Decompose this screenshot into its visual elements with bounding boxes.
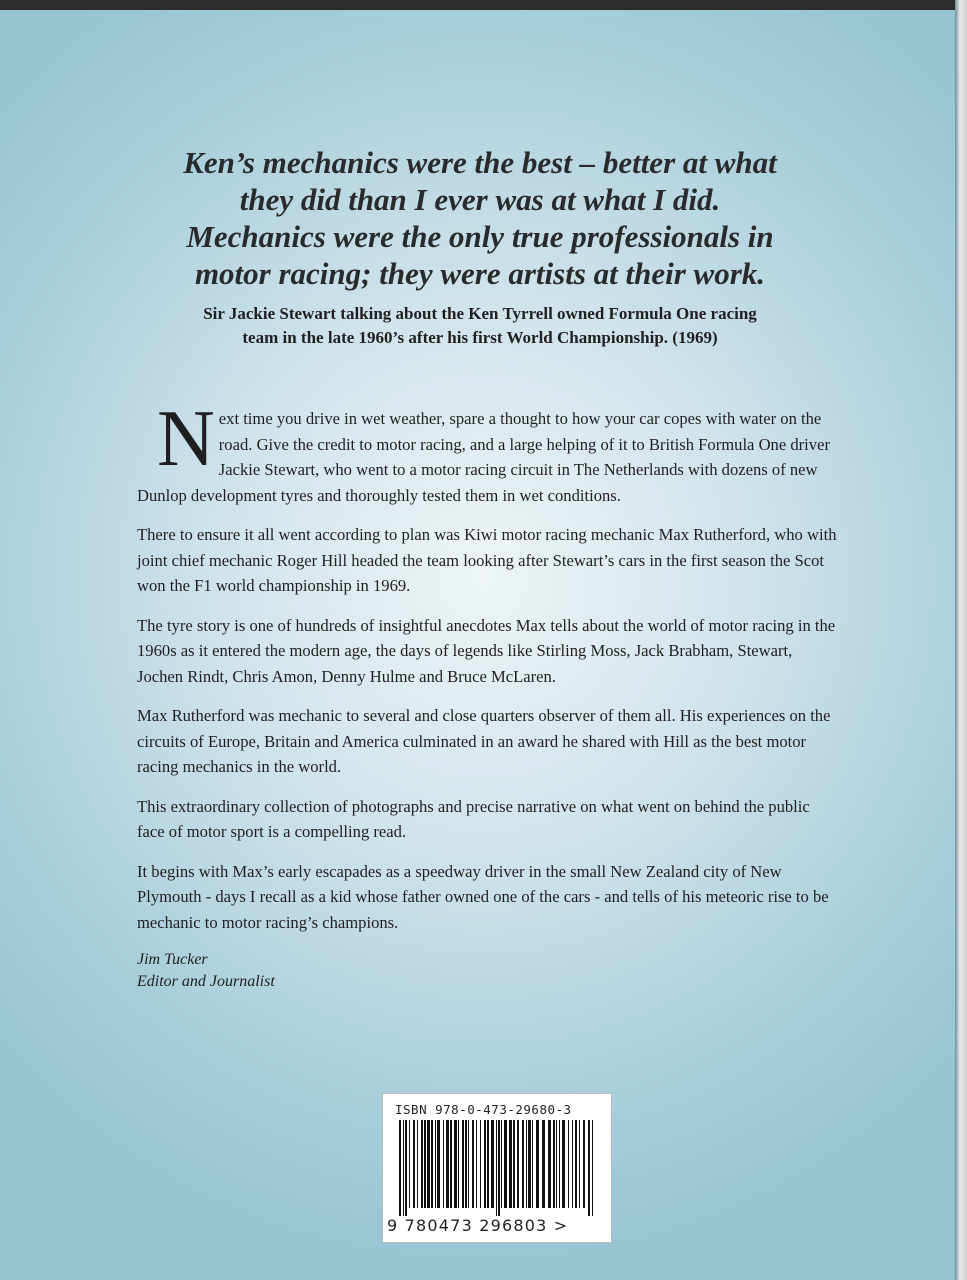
quote-attribution xyxy=(130,302,830,350)
isbn-barcode xyxy=(382,1093,612,1243)
barcode-bar xyxy=(517,1120,519,1208)
barcode-bar xyxy=(498,1120,500,1216)
barcode-bar xyxy=(409,1120,410,1208)
barcode-bars xyxy=(397,1120,597,1216)
paragraph-3: The tyre story is one of hundreds of insightful anecdotes Max tells about the world of motor racing in the 1960s as it entered the modern age, the days of legends like Stirling Moss, Jack Brabham, Stewart, Jochen Rindt, Chris Amon, Denny Hulme and Bruce McLaren. xyxy=(137,615,836,686)
barcode-bar xyxy=(568,1120,569,1208)
barcode-bar xyxy=(424,1120,426,1208)
pull-quote xyxy=(130,144,830,292)
quote-line-1: Ken’s mechanics were the best – better at what xyxy=(183,145,777,180)
signature-title: Editor and Journalist xyxy=(137,973,275,990)
barcode-bar xyxy=(522,1120,524,1208)
book-spine-edge xyxy=(955,0,967,1280)
quote-line-4: motor racing; they were artists at their work. xyxy=(194,256,766,291)
quote-line-3: Mechanics were the only true professionals in xyxy=(186,219,774,254)
paragraph-5: This extraordinary collection of photographs and precise narrative on what went on behind the public face of motor sport is a compelling read. xyxy=(137,796,810,841)
barcode-bar xyxy=(504,1120,507,1208)
barcode-bar xyxy=(462,1120,464,1208)
barcode-bar xyxy=(528,1120,531,1208)
drop-cap: N xyxy=(157,395,215,483)
barcode-bar xyxy=(458,1120,459,1208)
barcode-bar xyxy=(579,1120,580,1208)
barcode-bar xyxy=(446,1120,449,1208)
barcode-bar xyxy=(480,1120,481,1208)
barcode-bar xyxy=(559,1120,560,1208)
blurb-body xyxy=(137,372,837,1007)
signature xyxy=(137,949,837,993)
barcode-bar xyxy=(562,1120,565,1208)
barcode-bar xyxy=(532,1120,533,1208)
attribution-line-2: team in the late 1960’s after his first World Championship. (1969) xyxy=(242,328,718,347)
barcode-bar xyxy=(465,1120,467,1208)
barcode-bar xyxy=(476,1120,477,1208)
attribution-line-1: Sir Jackie Stewart talking about the Ken Tyrrell owned Formula One racing xyxy=(203,304,757,323)
barcode-bar xyxy=(405,1120,407,1216)
barcode-bar xyxy=(592,1120,593,1216)
barcode-bar xyxy=(435,1120,436,1208)
barcode-bar xyxy=(484,1120,486,1208)
barcode-bar xyxy=(443,1120,444,1208)
barcode-bar xyxy=(427,1120,430,1208)
barcode-bar xyxy=(526,1120,527,1208)
book-top-edge xyxy=(0,0,967,10)
barcode-bar xyxy=(536,1120,539,1208)
barcode-bar xyxy=(491,1120,494,1208)
paragraph-6: It begins with Max’s early escapades as a speedway driver in the small New Zealand city of New Plymouth - days I recall as a kid whose father owned one of the cars - and tells of his meteoric rise to be mechanic to motor racing’s champions. xyxy=(137,861,829,932)
barcode-bar xyxy=(421,1120,423,1208)
barcode-bar xyxy=(513,1120,515,1208)
paragraph-4: Max Rutherford was mechanic to several and close quarters observer of them all. His experiences on the circuits of Europe, Britain and America culminated in an award he shared with Hill as the best motor racing mechanics in the world. xyxy=(137,706,831,776)
barcode-bar xyxy=(472,1120,474,1208)
barcode-bar xyxy=(496,1120,497,1216)
barcode-bar xyxy=(399,1120,401,1216)
barcode-bar xyxy=(413,1120,415,1208)
barcode-bar xyxy=(588,1120,590,1216)
paragraph-1 xyxy=(137,372,837,508)
barcode-bar xyxy=(450,1120,452,1208)
barcode-bar xyxy=(487,1120,489,1208)
barcode-bar xyxy=(583,1120,585,1208)
barcode-bar xyxy=(454,1120,457,1208)
barcode-bar xyxy=(431,1120,433,1208)
quote-line-2: they did than I ever was at what I did. xyxy=(239,182,721,217)
isbn-label: ISBN 978-0-473-29680-3 xyxy=(395,1102,572,1117)
barcode-bar xyxy=(468,1120,469,1208)
barcode-bar xyxy=(548,1120,551,1208)
barcode-bar xyxy=(575,1120,577,1208)
barcode-bar xyxy=(501,1120,502,1208)
barcode-bar xyxy=(556,1120,557,1208)
paragraph-2: There to ensure it all went according to plan was Kiwi motor racing mechanic Max Rutherford, who with joint chief mechanic Roger Hill headed the team looking after Stewart’s cars in the first season the Scot won the F1 world championship in 1969. xyxy=(137,525,837,595)
paragraph-1-text: ext time you drive in wet weather, spare a thought to how your car copes with water on the road. Give the credit to motor racing, and a large helping of it to British Formula One driver Jackie Stewart, who went to a motor racing circuit in The Netherlands with dozens of new Dunlop development tyres and thoroughly tested them in wet conditions. xyxy=(137,409,830,505)
barcode-digits: 9 780473 296803 > xyxy=(387,1216,569,1235)
barcode-bar xyxy=(553,1120,555,1208)
barcode-bar xyxy=(542,1120,545,1208)
signature-name: Jim Tucker xyxy=(137,951,208,968)
barcode-bar xyxy=(403,1120,404,1216)
barcode-bar xyxy=(417,1120,418,1208)
barcode-bar xyxy=(509,1120,512,1208)
barcode-bar xyxy=(572,1120,573,1208)
barcode-bar xyxy=(437,1120,440,1208)
